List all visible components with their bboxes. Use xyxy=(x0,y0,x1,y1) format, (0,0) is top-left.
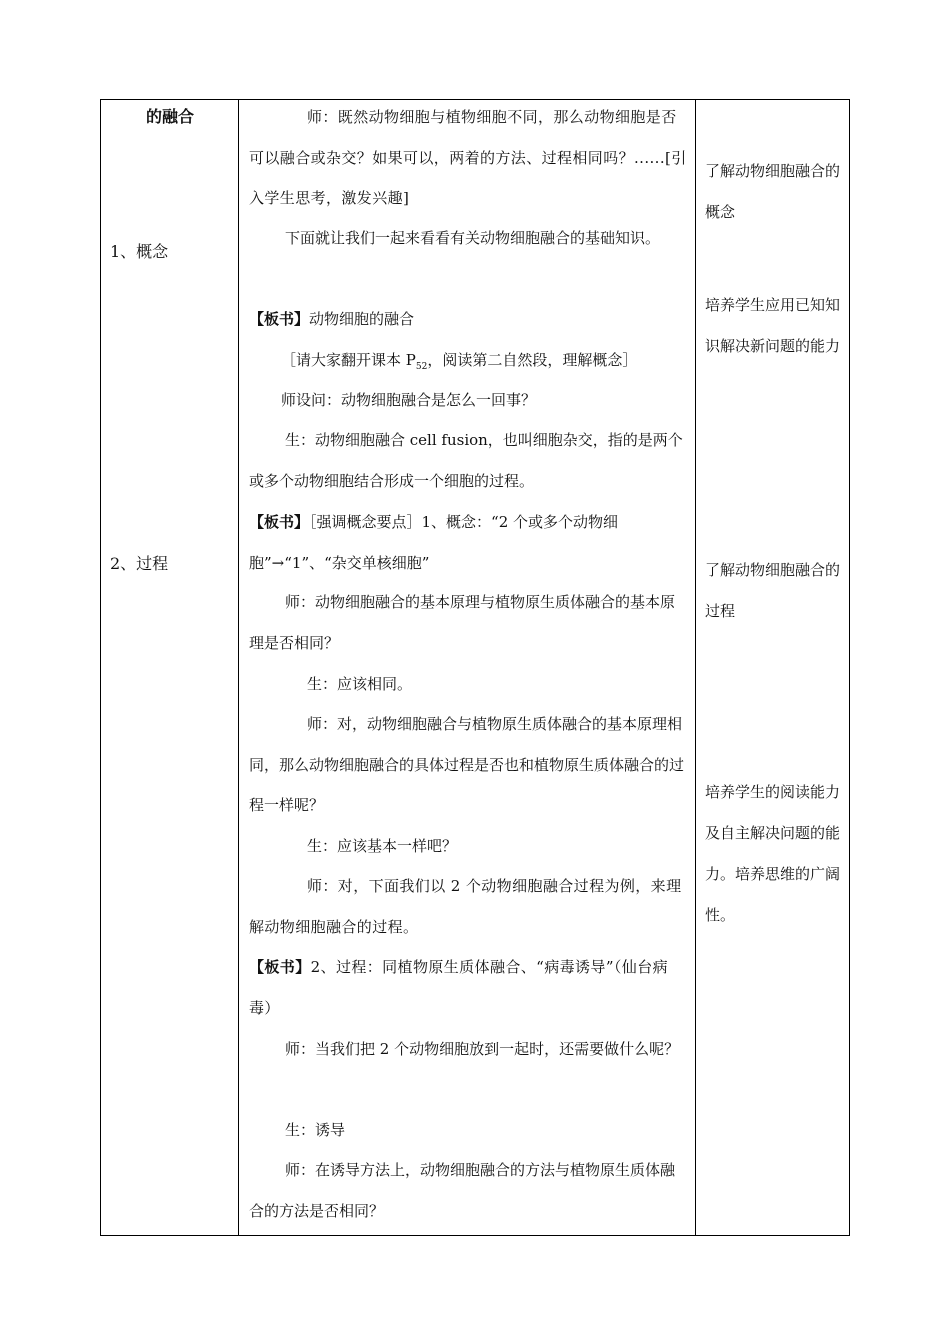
board-text: 动物细胞的融合 xyxy=(309,310,415,328)
right-column xyxy=(696,100,851,1235)
page-number-subscript: 52 xyxy=(415,362,428,372)
paragraph-text: ［请大家翻开课本 P xyxy=(281,351,416,369)
board-text: ［强调概念要点］1、概念：“2 个或多个动物细胞”→“1”、“杂交单核细胞” xyxy=(249,513,619,572)
board-note-paragraph xyxy=(249,502,689,583)
paragraph: 生：应该基本一样吧？ xyxy=(307,837,458,855)
lesson-plan-table xyxy=(100,99,850,1236)
board-note-paragraph xyxy=(249,299,689,340)
section-heading: 的融合 xyxy=(145,107,194,126)
left-column xyxy=(101,100,239,1235)
paragraph: 师：对，下面我们以 2 个动物细胞融合过程为例，来理解动物细胞融合的过程。 xyxy=(249,877,682,936)
middle-column xyxy=(239,100,696,1235)
objective-note: 培养学生的阅读能力及自主解决问题的能力。培养思维的广阔性。 xyxy=(705,783,841,924)
paragraph: 师：在诱导方法上，动物细胞融合的方法与植物原生质体融合的方法是否相同？ xyxy=(249,1161,676,1220)
section-label-concept: 1、概念 xyxy=(110,242,169,261)
paragraph: 师：动物细胞融合的基本原理与植物原生质体融合的基本原理是否相同？ xyxy=(249,593,676,652)
board-label: 【板书】 xyxy=(249,958,311,976)
paragraph: 师：当我们把 2 个动物细胞放到一起时，还需要做什么呢？ xyxy=(285,1040,680,1058)
paragraph: 生：应该相同。 xyxy=(307,675,413,693)
paragraph: 下面就让我们一起来看看有关动物细胞融合的基础知识。 xyxy=(285,229,661,247)
board-text: 2、过程：同植物原生质体融合、“病毒诱导”（仙台病毒） xyxy=(249,958,668,1017)
board-note-paragraph xyxy=(249,947,689,1028)
paragraph: 生：动物细胞融合 cell fusion，也叫细胞杂交，指的是两个或多个动物细胞结合形成一个细胞的过程。 xyxy=(249,431,683,490)
board-label: 【板书】 xyxy=(249,513,310,531)
section-label-process: 2、过程 xyxy=(110,554,169,573)
paragraph: 师：既然动物细胞与植物细胞不同，那么动物细胞是否可以融合或杂交？如果可以，两着的方法、过程相同吗？......[引入学生思考，激发兴趣] xyxy=(249,108,687,208)
paragraph: 生：诱导 xyxy=(285,1121,346,1139)
paragraph: 师：对，动物细胞融合与植物原生质体融合的基本原理相同，那么动物细胞融合的具体过程是否也和植物原生质体融合的过程一样呢？ xyxy=(249,715,685,815)
paragraph: 师设问：动物细胞融合是怎么一回事？ xyxy=(281,391,537,409)
objective-note: 了解动物细胞融合的概念 xyxy=(705,162,841,221)
board-label: 【板书】 xyxy=(249,310,310,328)
objective-note: 培养学生应用已知知识解决新问题的能力 xyxy=(705,296,841,355)
objective-note: 了解动物细胞融合的过程 xyxy=(705,561,841,620)
paragraph-text: ，阅读第二自然段，理解概念］ xyxy=(427,351,638,369)
